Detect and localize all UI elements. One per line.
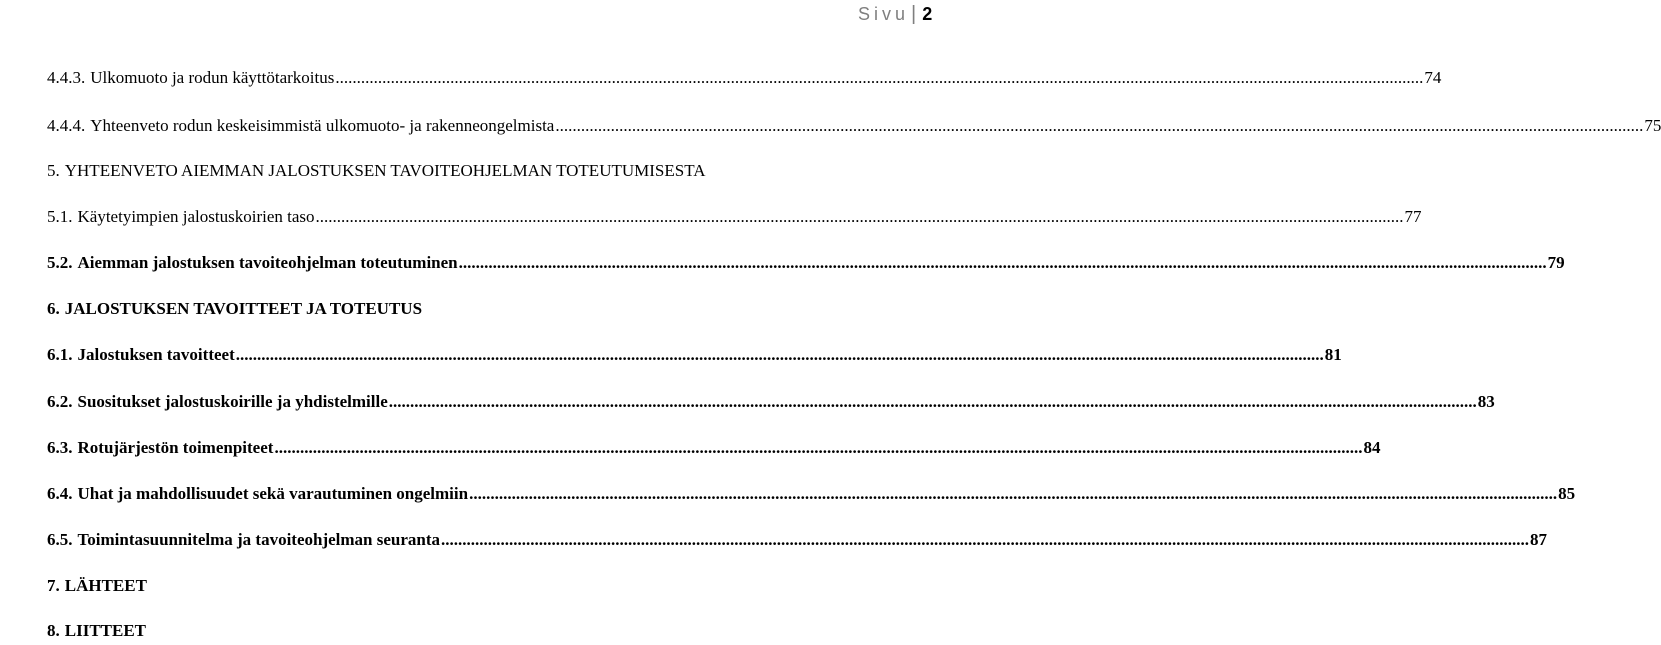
toc-entry-title: Ulkomuoto ja rodun käyttötarkoitus xyxy=(90,68,335,87)
toc-entry-page: 74 xyxy=(1424,68,1442,87)
toc-dot-leader xyxy=(555,116,1643,136)
toc-entry-number: 6.4. xyxy=(47,484,73,503)
toc-dot-leader xyxy=(459,253,1547,273)
toc-entry-title: JALOSTUKSEN TAVOITTEET JA TOTEUTUS xyxy=(64,299,423,318)
page-header xyxy=(858,0,932,28)
toc-entry-title: LIITTEET xyxy=(64,621,147,640)
toc-dot-leader xyxy=(441,530,1529,550)
toc-entry-page: 87 xyxy=(1530,530,1548,549)
toc-entry-number: 6.1. xyxy=(47,345,73,364)
toc-dot-leader xyxy=(274,438,1362,458)
page-number: 2 xyxy=(922,3,933,24)
toc-entry-title: Aiemman jalostuksen tavoiteohjelman toteutuminen xyxy=(77,253,458,272)
toc-entry-title: Suositukset jalostuskoirille ja yhdistelmille xyxy=(77,392,388,411)
page-header-label: Sivu xyxy=(858,3,910,24)
toc-entry-number: 4.4.3. xyxy=(47,68,86,87)
toc-entry-number: 5.1. xyxy=(47,207,73,226)
toc-entry-4-4-3[interactable] xyxy=(47,68,1441,92)
toc-entry-6-2[interactable] xyxy=(47,392,1495,416)
toc-dot-leader xyxy=(335,68,1423,88)
toc-dot-leader xyxy=(389,392,1477,412)
toc-entry-number: 5. xyxy=(47,161,60,180)
toc-entry-number: 6.2. xyxy=(47,392,73,411)
toc-entry-title: Rotujärjestön toimenpiteet xyxy=(77,438,274,457)
toc-entry-number: 6.5. xyxy=(47,530,73,549)
toc-entry-number: 5.2. xyxy=(47,253,73,272)
toc-entry-number: 6.3. xyxy=(47,438,73,457)
toc-entry-number: 4.4.4. xyxy=(47,116,86,135)
page-header-separator: | xyxy=(911,3,917,25)
toc-entry-5-1[interactable] xyxy=(47,207,1422,231)
toc-entry-page: 85 xyxy=(1558,484,1576,503)
toc-entry-title: Yhteenveto rodun keskeisimmistä ulkomuoto- ja rakenneongelmista xyxy=(90,116,555,135)
toc-entry-4-4-4[interactable] xyxy=(47,116,1661,140)
toc-entry-6[interactable] xyxy=(47,299,422,323)
toc-entry-6-5[interactable] xyxy=(47,530,1547,554)
toc-entry-page: 83 xyxy=(1477,392,1495,411)
toc-entry-page: 77 xyxy=(1404,207,1422,226)
toc-dot-leader xyxy=(236,345,1324,365)
toc-dot-leader xyxy=(469,484,1557,504)
toc-entry-page: 75 xyxy=(1644,116,1661,135)
toc-entry-number: 8. xyxy=(47,621,60,640)
toc-entry-page: 81 xyxy=(1324,345,1342,364)
toc-entry-number: 7. xyxy=(47,576,60,595)
toc-entry-7[interactable] xyxy=(47,576,147,600)
toc-entry-title: Toimintasuunnitelma ja tavoiteohjelman seuranta xyxy=(77,530,441,549)
toc-dot-leader xyxy=(316,207,1404,227)
toc-entry-8[interactable] xyxy=(47,621,146,645)
toc-entry-title: Käytetyimpien jalostuskoirien taso xyxy=(77,207,315,226)
toc-entry-6-1[interactable] xyxy=(47,345,1342,369)
toc-entry-title: Uhat ja mahdollisuudet sekä varautuminen ongelmiin xyxy=(77,484,469,503)
toc-entry-page: 79 xyxy=(1547,253,1565,272)
toc-entry-5-2[interactable] xyxy=(47,253,1565,277)
toc-entry-title: LÄHTEET xyxy=(64,576,147,595)
toc-entry-6-4[interactable] xyxy=(47,484,1575,508)
toc-entry-5[interactable] xyxy=(47,161,706,185)
toc-entry-6-3[interactable] xyxy=(47,438,1380,462)
toc-entry-title: Jalostuksen tavoitteet xyxy=(77,345,235,364)
toc-entry-page: 84 xyxy=(1363,438,1381,457)
toc-entry-number: 6. xyxy=(47,299,60,318)
toc-entry-title: YHTEENVETO AIEMMAN JALOSTUKSEN TAVOITEOHJELMAN TOTEUTUMISESTA xyxy=(64,161,706,180)
